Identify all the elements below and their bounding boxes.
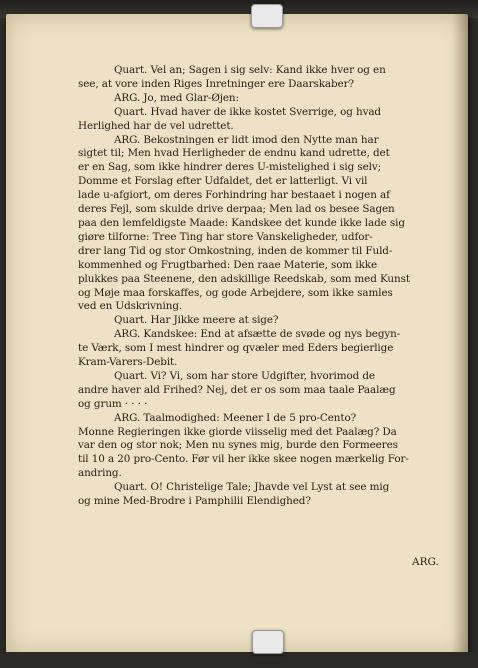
text-line: og mine Med-Brodre i Pamphilii Elendighed? <box>78 495 311 508</box>
text-line: ved en Udskrivning. <box>78 300 183 313</box>
page-gutter-shadow <box>452 14 468 654</box>
text-line: andre haver ald Frihed? Nej, det er os som maa taale Paalæg <box>78 383 396 396</box>
text-line: te Værk, som I mest hindrer og qvæler med Eders begierlige <box>78 342 394 355</box>
text-line: andring. <box>78 467 122 480</box>
page-body-text <box>78 64 450 509</box>
text-line: lade u-afgiort, om deres Forhindring har bestaaet i nogen af <box>78 189 390 202</box>
text-line: see, at vore inden Riges Inretninger ere Daarskaber? <box>78 77 354 90</box>
text-line: Quart. O! Christelige Tale; Jhavde vel Lyst at see mig <box>114 481 390 494</box>
text-line: er en Sag, som ikke hindrer deres U-mistelighed i sig selv; <box>78 161 382 174</box>
text-line: Quart. Vel an; Sagen i sig selv: Kand ikke hver og en <box>114 64 386 76</box>
text-line: giøre tilforne: Tree Ting har store Vanskeligheder, udfor- <box>78 230 373 243</box>
text-line: Quart. Har Jikke meere at sige? <box>114 314 279 327</box>
text-line: til 10 a 20 pro-Cento. Før vil her ikke skee nogen mærkelig For- <box>78 453 409 466</box>
text-line: sigtet til; Men hvad Herligheder de endnu kand udrette, det <box>78 147 390 160</box>
text-line: Quart. Vi? Vi, som har store Udgifter, hvorimod de <box>114 369 375 382</box>
text-line: var den og stor nok; Men nu synes mig, burde den Formeeres <box>78 439 398 452</box>
bottom-page-clip <box>252 630 284 654</box>
scan-bottom-edge <box>0 652 478 668</box>
text-line: kommenhed og Frugtbarhed: Den raae Materie, som ikke <box>78 258 378 271</box>
catchword: ARG. <box>412 556 439 568</box>
top-page-clip <box>251 4 283 28</box>
text-line: ARG. Bekostningen er lidt imod den Nytte man har <box>114 133 379 146</box>
text-line: Kram-Varers-Debit. <box>78 356 178 369</box>
text-line: Quart. Hvad haver de ikke kostet Sverrige, og hvad <box>114 105 381 118</box>
text-line: ARG. Kandskee: End at afsætte de svøde og nys begyn- <box>114 328 401 341</box>
text-line: og grum · · · · <box>78 397 148 410</box>
text-line: drer lang Tid og stor Omkostning, inden de kommer til Fuld- <box>78 244 393 257</box>
text-line: deres Fejl, som skulde drive derpaa; Men lad os besee Sagen <box>78 203 395 216</box>
text-line: ARG. Taalmodighed: Meener I de 5 pro-Cento? <box>114 411 357 424</box>
text-line: og Møje maa forskaffes, og gode Arbejdere, som ikke samles <box>78 286 393 299</box>
text-line: Herlighed har de vel udrettet. <box>78 119 234 132</box>
text-line: paa den lemfeldigste Maade: Kandskee det kunde ikke lade sig <box>78 216 405 229</box>
text-line: Monne Regieringen ikke giorde viisselig med det Paalæg? Da <box>78 425 397 438</box>
text-line: plukkes paa Steenene, den adskillige Reedskab, som med Kunst <box>78 272 410 285</box>
text-line: Domme et Forslag efter Udfaldet, det er latterligt. Vi vil <box>78 175 368 188</box>
text-line: ARG. Jo, med Glar-Øjen: <box>114 91 239 104</box>
